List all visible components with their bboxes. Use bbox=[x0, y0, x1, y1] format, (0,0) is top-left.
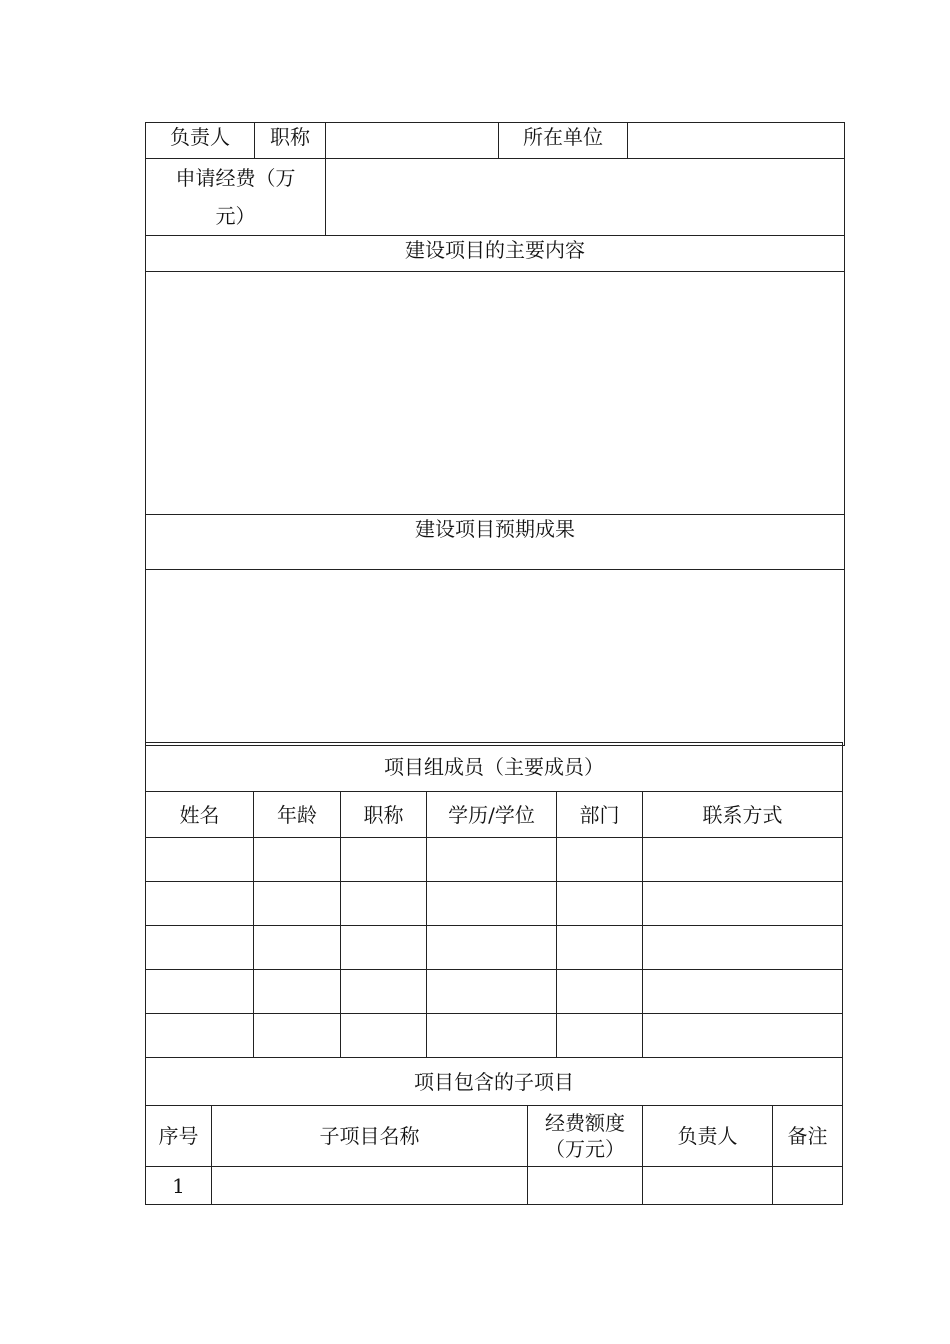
member-cell[interactable] bbox=[341, 970, 427, 1014]
member-cell[interactable] bbox=[341, 882, 427, 926]
col-education: 学历/学位 bbox=[427, 792, 557, 838]
member-cell[interactable] bbox=[341, 1014, 427, 1058]
col-subproject-name: 子项目名称 bbox=[212, 1106, 528, 1167]
unit-label: 所在单位 bbox=[499, 123, 628, 159]
member-cell[interactable] bbox=[254, 1014, 341, 1058]
col-budget-line2: （万元） bbox=[545, 1137, 625, 1161]
title-label: 职称 bbox=[255, 123, 326, 159]
member-cell[interactable] bbox=[427, 838, 557, 882]
member-row bbox=[146, 838, 843, 882]
member-cell[interactable] bbox=[146, 1014, 254, 1058]
funding-label bbox=[146, 159, 326, 236]
col-notes: 备注 bbox=[773, 1106, 843, 1167]
subproject-notes-cell[interactable] bbox=[773, 1167, 843, 1205]
member-cell[interactable] bbox=[643, 1014, 843, 1058]
subproject-name-cell[interactable] bbox=[212, 1167, 528, 1205]
col-title: 职称 bbox=[341, 792, 427, 838]
member-row bbox=[146, 970, 843, 1014]
member-cell[interactable] bbox=[643, 926, 843, 970]
member-row bbox=[146, 1014, 843, 1058]
main-content-area[interactable] bbox=[146, 272, 845, 515]
col-name: 姓名 bbox=[146, 792, 254, 838]
unit-value-cell[interactable] bbox=[628, 123, 845, 159]
member-cell[interactable] bbox=[557, 882, 643, 926]
member-cell[interactable] bbox=[557, 838, 643, 882]
member-cell[interactable] bbox=[643, 882, 843, 926]
member-row bbox=[146, 882, 843, 926]
col-budget bbox=[528, 1106, 643, 1167]
col-index: 序号 bbox=[146, 1106, 212, 1167]
subprojects-table bbox=[145, 1057, 843, 1205]
subprojects-heading: 项目包含的子项目 bbox=[146, 1058, 843, 1106]
member-cell[interactable] bbox=[643, 838, 843, 882]
subproject-index: 1 bbox=[146, 1167, 212, 1205]
project-info-table bbox=[145, 122, 845, 746]
member-cell[interactable] bbox=[557, 926, 643, 970]
leader-label: 负责人 bbox=[146, 123, 255, 159]
member-cell[interactable] bbox=[427, 926, 557, 970]
subproject-row bbox=[146, 1167, 843, 1205]
funding-label-line1: 申请经费（万 bbox=[175, 166, 296, 190]
main-content-heading: 建设项目的主要内容 bbox=[146, 236, 845, 272]
member-cell[interactable] bbox=[557, 1014, 643, 1058]
member-cell[interactable] bbox=[341, 926, 427, 970]
members-table bbox=[145, 742, 843, 1058]
member-cell[interactable] bbox=[254, 970, 341, 1014]
member-cell[interactable] bbox=[254, 882, 341, 926]
member-cell[interactable] bbox=[427, 882, 557, 926]
member-cell[interactable] bbox=[146, 926, 254, 970]
members-heading: 项目组成员（主要成员） bbox=[146, 743, 843, 792]
member-cell[interactable] bbox=[341, 838, 427, 882]
member-cell[interactable] bbox=[146, 970, 254, 1014]
member-cell[interactable] bbox=[427, 970, 557, 1014]
col-contact: 联系方式 bbox=[643, 792, 843, 838]
member-cell[interactable] bbox=[254, 838, 341, 882]
subproject-leader-cell[interactable] bbox=[643, 1167, 773, 1205]
expected-results-heading: 建设项目预期成果 bbox=[146, 515, 845, 570]
subproject-budget-cell[interactable] bbox=[528, 1167, 643, 1205]
title-value-cell[interactable] bbox=[326, 123, 499, 159]
col-budget-line1: 经费额度 bbox=[545, 1111, 625, 1135]
member-row bbox=[146, 926, 843, 970]
member-cell[interactable] bbox=[427, 1014, 557, 1058]
member-cell[interactable] bbox=[254, 926, 341, 970]
expected-results-area[interactable] bbox=[146, 570, 845, 746]
member-cell[interactable] bbox=[146, 838, 254, 882]
col-subproject-leader: 负责人 bbox=[643, 1106, 773, 1167]
col-age: 年龄 bbox=[254, 792, 341, 838]
funding-value-cell[interactable] bbox=[326, 159, 845, 236]
member-cell[interactable] bbox=[146, 882, 254, 926]
col-department: 部门 bbox=[557, 792, 643, 838]
member-cell[interactable] bbox=[643, 970, 843, 1014]
member-cell[interactable] bbox=[557, 970, 643, 1014]
funding-label-line2: 元） bbox=[215, 204, 256, 228]
